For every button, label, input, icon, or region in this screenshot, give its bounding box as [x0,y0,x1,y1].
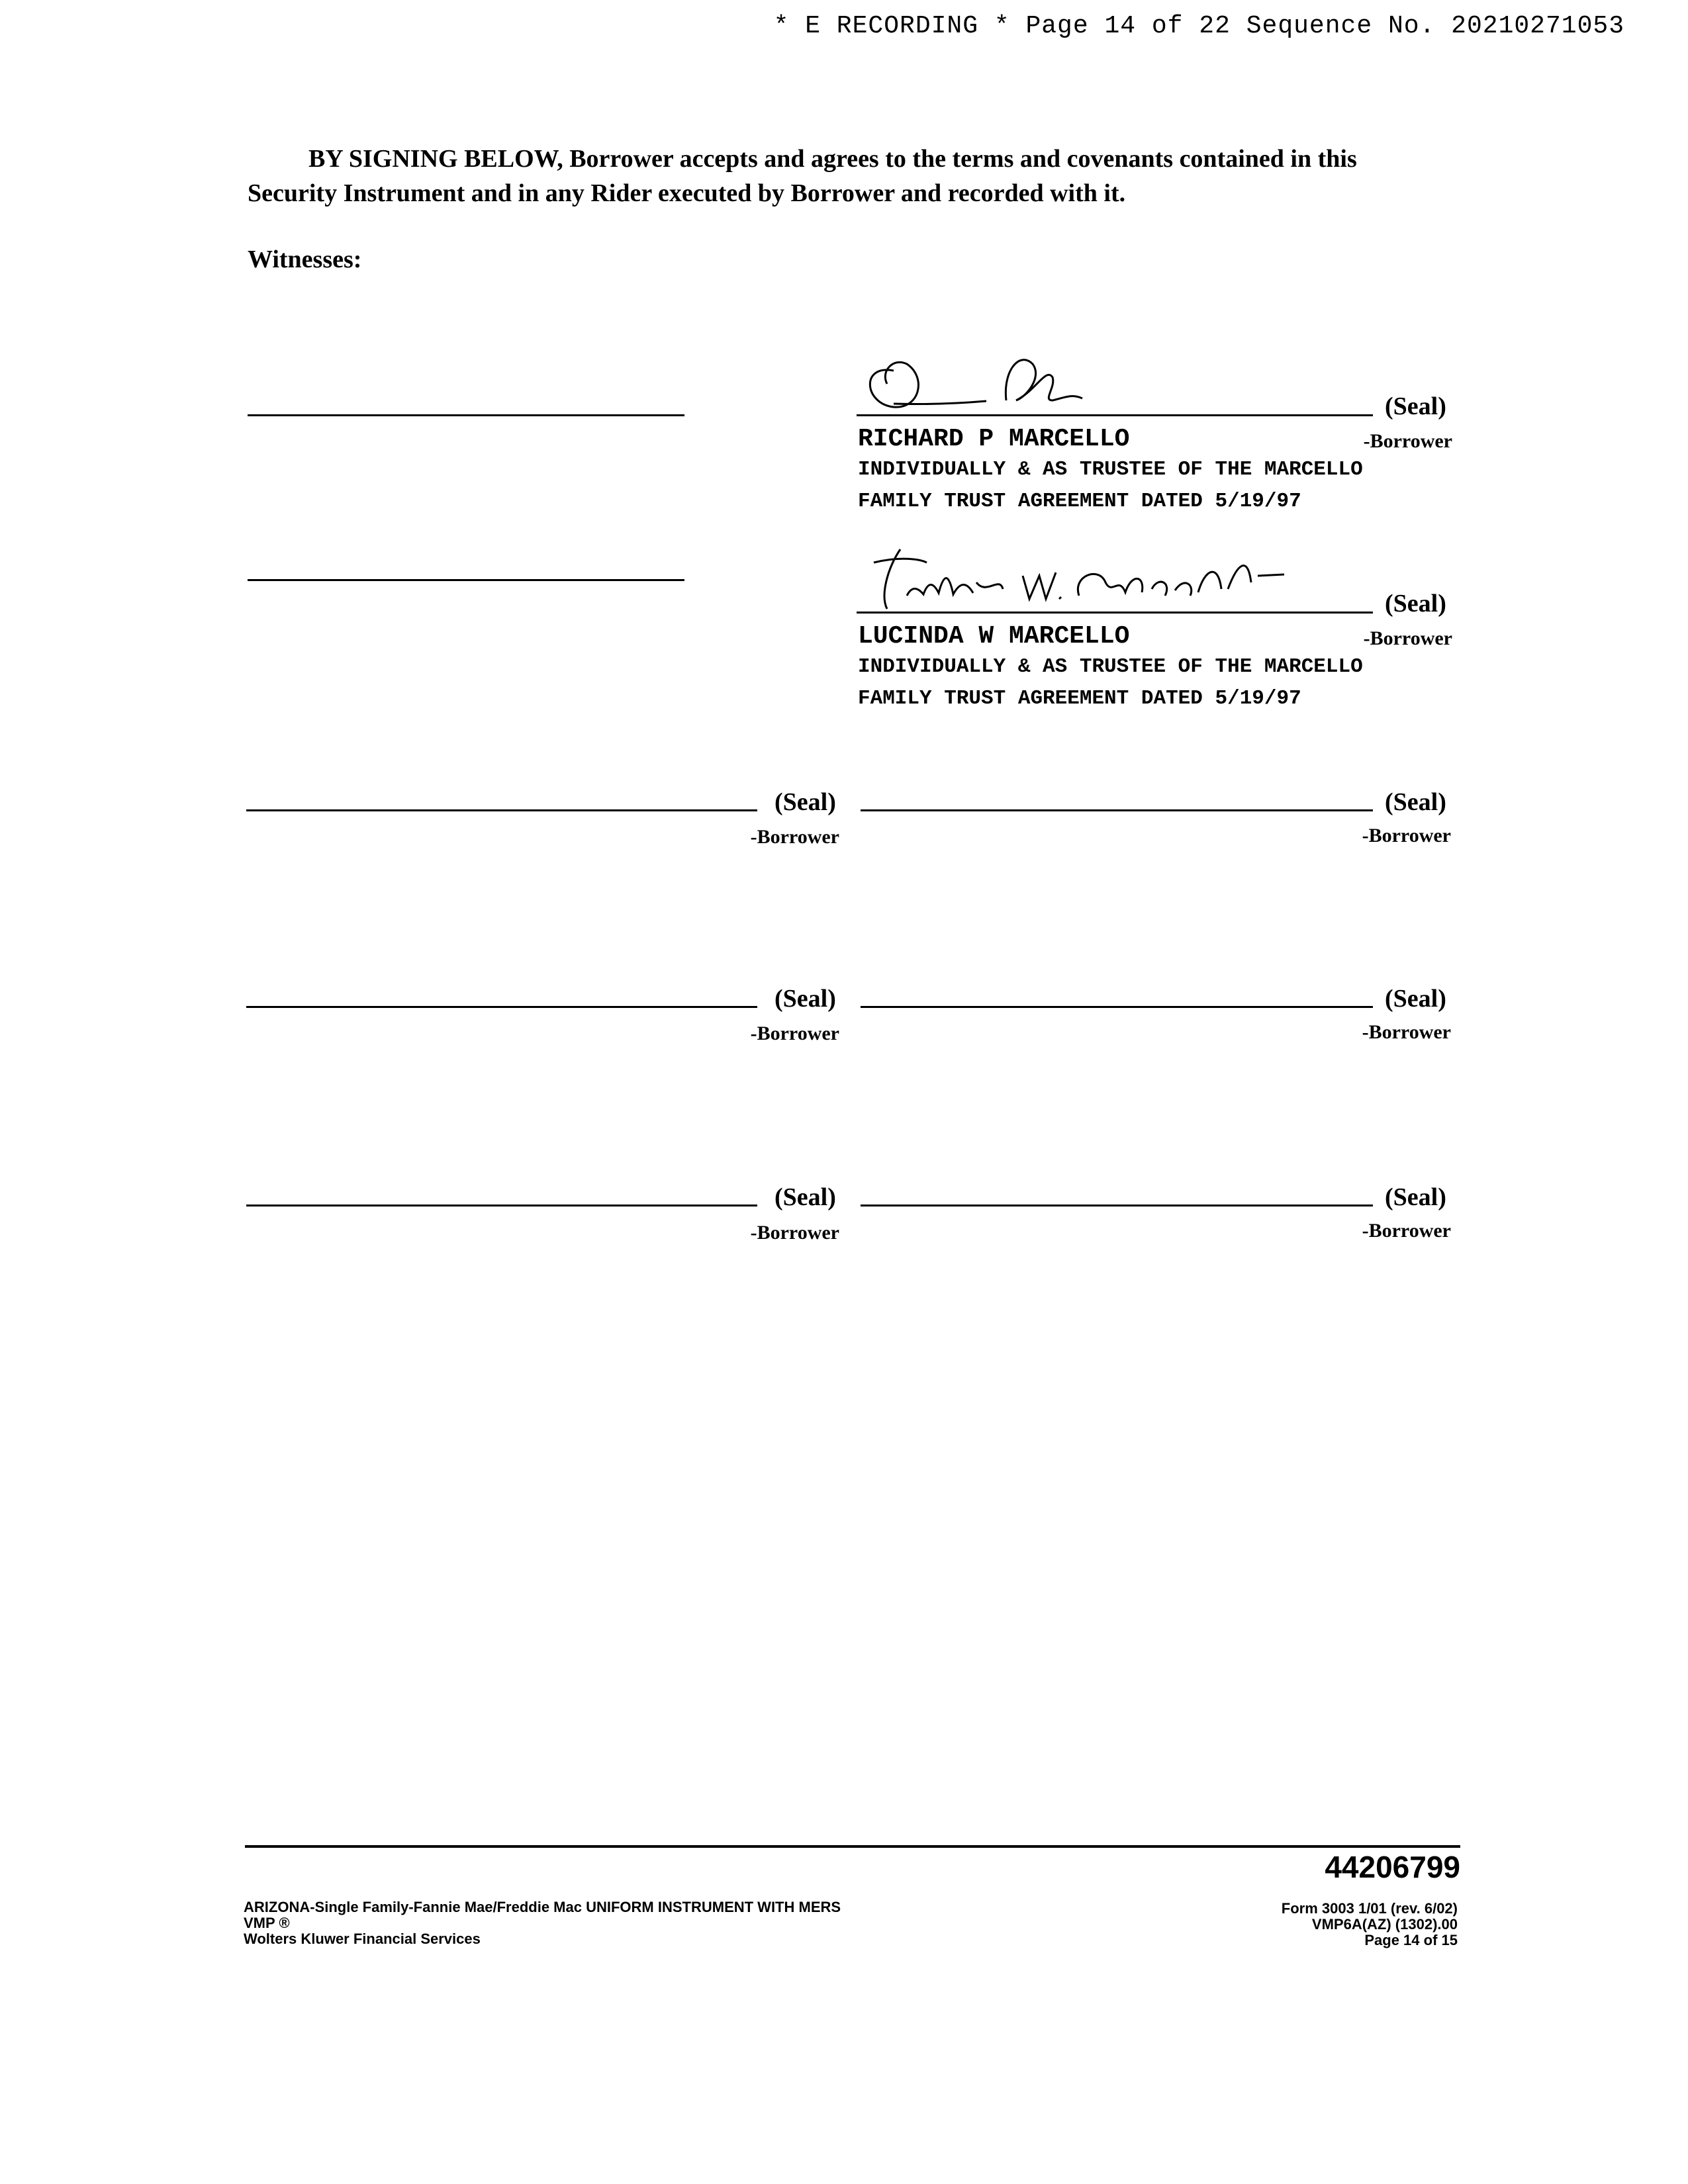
blank-signature-line [246,809,757,811]
witness-line-2 [248,579,684,581]
recording-stamp: * E RECORDING * Page 14 of 22 Sequence No. 20210271053 [773,12,1624,40]
borrower-label-richard: -Borrower [1363,430,1452,452]
seal-label: (Seal) [774,788,836,816]
signing-statement [248,142,1462,210]
seal-label: (Seal) [1385,788,1446,816]
form-identifiers [1282,1901,1458,1948]
seal-label-richard: (Seal) [1385,392,1446,420]
signer-capacity-richard-line1: INDIVIDUALLY & AS TRUSTEE OF THE MARCELLO [858,458,1363,481]
loan-number: 44206799 [1325,1850,1460,1884]
vmp-mark: VMP ® [244,1915,290,1931]
form-code: VMP6A(AZ) (1302).00 [1311,1916,1458,1933]
signature-line-richard [857,414,1373,416]
form-number: Form 3003 1/01 (rev. 6/02) [1281,1900,1458,1917]
borrower-label: -Borrower [750,1222,839,1244]
page-number: Page 14 of 15 [1364,1932,1458,1948]
seal-label: (Seal) [1385,985,1446,1013]
seal-label: (Seal) [774,985,836,1013]
seal-label: (Seal) [774,1183,836,1211]
signer-name-richard: RICHARD P MARCELLO [858,425,1130,453]
borrower-label: -Borrower [1362,1220,1451,1242]
borrower-label: -Borrower [750,1023,839,1044]
borrower-label-lucinda: -Borrower [1363,627,1452,649]
borrower-label: -Borrower [750,826,839,848]
blank-signature-line [861,1205,1373,1206]
seal-label: (Seal) [1385,1183,1446,1211]
signing-statement-line-2: Security Instrument and in any Rider executed by Borrower and recorded with it. [248,179,1126,207]
footer-rule [245,1845,1460,1848]
blank-signature-line [861,809,1373,811]
witness-line-1 [248,414,684,416]
witnesses-label: Witnesses: [248,246,362,273]
blank-signature-line [246,1006,757,1008]
blank-signature-line [246,1205,757,1206]
borrower-label: -Borrower [1362,1021,1451,1043]
signature-lucinda-marcello [861,536,1324,615]
blank-signature-line [861,1006,1373,1008]
handwritten-signature-image [861,536,1324,615]
borrower-label: -Borrower [1362,825,1451,846]
seal-label-lucinda: (Seal) [1385,590,1446,617]
signing-statement-line-1: BY SIGNING BELOW, Borrower accepts and agrees to the terms and covenants contained in this [308,145,1357,173]
form-title: ARIZONA-Single Family-Fannie Mae/Freddie Mac UNIFORM INSTRUMENT WITH MERS [244,1899,841,1915]
signature-line-lucinda [857,612,1373,614]
signer-name-lucinda: LUCINDA W MARCELLO [858,622,1130,651]
signer-capacity-richard-line2: FAMILY TRUST AGREEMENT DATED 5/19/97 [858,490,1301,513]
publisher: Wolters Kluwer Financial Services [244,1931,481,1947]
signer-capacity-lucinda-line2: FAMILY TRUST AGREEMENT DATED 5/19/97 [858,687,1301,710]
handwritten-signature-image [854,331,1198,424]
form-description [244,1899,841,1947]
signature-richard-marcello [854,331,1198,424]
signer-capacity-lucinda-line1: INDIVIDUALLY & AS TRUSTEE OF THE MARCELLO [858,655,1363,678]
